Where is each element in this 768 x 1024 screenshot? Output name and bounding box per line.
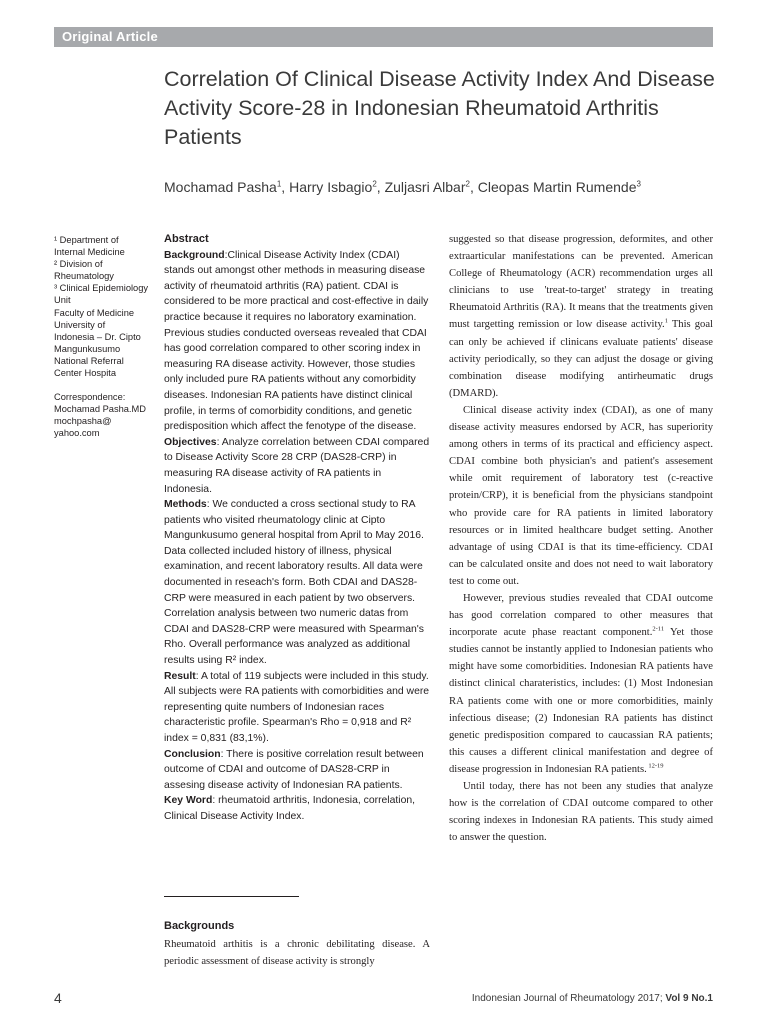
result-text: : A total of 119 subjects were included in this study. All subjects were RA patients with comorbidities and were representing quite numbers of Indonesian races characteristic profile. Spearman's Rho = 0,918 and R² index = 0,831 (83,1%).	[164, 670, 430, 744]
body-text-column	[449, 231, 713, 846]
conclusion-label: Conclusion	[164, 748, 221, 760]
keyword-label: Key Word	[164, 795, 213, 807]
author-name: Cleopas Martin Rumende	[477, 179, 637, 195]
abstract-background	[164, 248, 430, 435]
author-affiliation-mark: 2	[372, 179, 377, 189]
author-list: Mochamad Pasha$^1$, Harry Isbagio$^2$, Zuljasri Albar$^2$, Cleopas Martin Rumende$^3$	[164, 179, 641, 195]
correspondence-email: yahoo.com	[54, 428, 100, 439]
article-title: Correlation Of Clinical Disease Activity Index And Disease Activity Score-28 in Indonesian Rheumatoid Arthritis Patients	[164, 67, 715, 149]
affiliation-line: ³ Clinical Epidemiology	[54, 283, 149, 294]
affiliation-line: Unit	[54, 295, 71, 306]
author-affiliation-mark: 1	[276, 179, 282, 189]
abstract-objectives	[164, 435, 430, 497]
correspondence-email: mochpasha@	[54, 416, 112, 427]
backgrounds-text: Rheumatoid arthitis is a chronic debilitating disease. A periodic assessment of disease activity is strongly	[164, 939, 430, 967]
author-name: Mochamad Pasha	[164, 179, 277, 195]
body-paragraph: Until today, there has not been any studies that analyze how is the correlation of CDAI outcome compared to other scoring indexes in Indonesian RA patients. This study aimed to answer the question.	[449, 781, 713, 844]
body-paragraph	[449, 231, 713, 402]
citation-mark: 12-19	[646, 762, 664, 770]
article-type-label: Original Article	[62, 29, 158, 44]
author-affiliation-mark: 2	[465, 179, 470, 189]
article-type-banner	[54, 27, 713, 47]
correspondence-name: Mochamad Pasha.MD	[54, 404, 146, 415]
keyword-text: : rheumatoid arthritis, Indonesia, correlation, Clinical Disease Activity Index.	[164, 795, 416, 822]
author-affiliation-mark: 3	[636, 179, 641, 189]
journal-volume: Vol 9 No.1	[665, 993, 713, 1004]
conclusion-text: : There is positive correlation result between outcome of CDAI and outcome of DAS28-CRP in assesing disease activity of Indonesian RA patients.	[164, 748, 424, 791]
objectives-text: : Analyze correlation between CDAI compared to Disease Activity Score 28 CRP (DAS28-CRP) in measuring RA disease activity of RA patients in Indonesia.	[164, 436, 430, 495]
abstract-section	[164, 232, 430, 825]
background-text: :Clinical Disease Activity Index (CDAI) stands out amongst other methods in measuring disease activity of rheumatoid arthritis (RA) patient. CDAI is considered to be more practical and cost-effective in daily practice because it requires no laboratory examination. Previous studies conducted overseas revealed that CDAI has good correlation compared to other scoring index in measuring RA disease activity. However, those studies only included pure RA patients without any comorbidity diseases. Indonesian RA patients have distinct clinical profile, in terms of comorbidity conditions, and genetic predisposition which affect the fenotype of the disease.	[164, 249, 429, 433]
affiliation-line: National Referral	[54, 355, 124, 366]
background-label: Background	[164, 249, 225, 261]
footnote-divider	[164, 896, 299, 897]
result-label: Result	[164, 670, 196, 682]
body-text: However, previous studies revealed that CDAI outcome has good correlation compared to other measures that incorporate acute phase reactant component.	[449, 592, 713, 639]
affiliation-line: University of	[54, 319, 106, 330]
abstract-keywords	[164, 793, 430, 824]
affiliation-line: Center Hospita	[54, 368, 117, 379]
journal-name: Indonesian Journal of Rheumatology 2017;	[471, 993, 663, 1004]
affiliations-sidebar	[54, 234, 154, 440]
affiliation-line: Indonesia – Dr. Cipto	[54, 331, 141, 342]
abstract-result	[164, 669, 430, 747]
methods-text: : We conducted a cross sectional study to RA patients who visited rheumatology clinic at Cipto Mangunkusumo general hospital from April to May 2016. Data collected included history of illness, physical examination, and recent laboratory results. All data were documented in reseach's form. Both CDAI and DAS28-CRP were measured in each patient by two observers. Correlation analysis between two numeric datas from CDAI and DAS28-CRP were measured with Spearman's Rho. Overall performance was analyzed as additional results using R² index.	[164, 499, 424, 667]
citation-mark: 1	[664, 317, 668, 325]
body-text: This goal can only be achieved if clinicans evaluate patients' disease activity periodically, so they can adjust the dosage or giving combination disease modifying antirheumatic drugs (DMARD).	[449, 319, 713, 399]
methods-label: Methods	[164, 499, 207, 511]
author-name: Harry Isbagio	[289, 179, 373, 195]
page-number: 4	[54, 990, 62, 1006]
body-paragraph: Clinical disease activity index (CDAI), as one of many disease activity measures endorsed by ACR, has superiority among others in terms of its practical and efficiency aspect. CDAI combine both physician's and patient's assesement while omit requirement of laboratory test (c-reactive protein/CRP), it is beneficial from the physicians standpoint who provide care for RA patients in limited laboratory resources or in limited healthcare budget setting. Another advantage of using CDAI is that its time-efficiency. CDAI can be calculated onsite and does not need to wait laboratory test to come out.	[449, 404, 713, 587]
abstract-conclusion	[164, 747, 430, 794]
affiliation-line: Internal Medicine	[54, 247, 125, 258]
correspondence-label: Correspondence:	[54, 392, 126, 403]
body-text: suggested so that disease progression, deformites, and other extraarticular manifestations can be prevented. American College of Rheumatology (ACR) recommendation urges all clinicians to use 'treat-to-target' strategy in treating Rheumatoid Arthritis (RA). It means that the treatments given must targetting remission or low disease activity.	[449, 234, 713, 331]
affiliation-line: Mangunkusumo	[54, 343, 121, 354]
body-paragraph	[449, 590, 713, 778]
affiliation-line: ² Division of	[54, 259, 103, 270]
author-name: Zuljasri Albar	[384, 179, 466, 195]
affiliation-line: Rheumatology	[54, 271, 114, 282]
objectives-label: Objectives	[164, 436, 217, 448]
citation-mark: 2-11	[652, 625, 665, 633]
abstract-methods	[164, 497, 430, 669]
body-text: Yet those studies cannot be instantly applied to Indonesian patients who might have some comorbidities. Indonesian RA patients have distinct clinical charateristics, includes: (1) Most Indonesian RA patients come with one or more comorbidities, mainly infectious disease; (2) Indonesian RA patients has distinct genetic predisposition compared to caucassian RA patients; this causes a different clinical manifestation and degree of disease progression in Indonesian RA patients.	[449, 627, 713, 775]
affiliation-line: ¹ Department of	[54, 235, 119, 245]
backgrounds-heading: Backgrounds	[164, 920, 235, 932]
journal-citation	[472, 993, 713, 1004]
affiliation-line: Faculty of Medicine	[54, 307, 135, 318]
abstract-heading: Abstract	[164, 233, 209, 245]
